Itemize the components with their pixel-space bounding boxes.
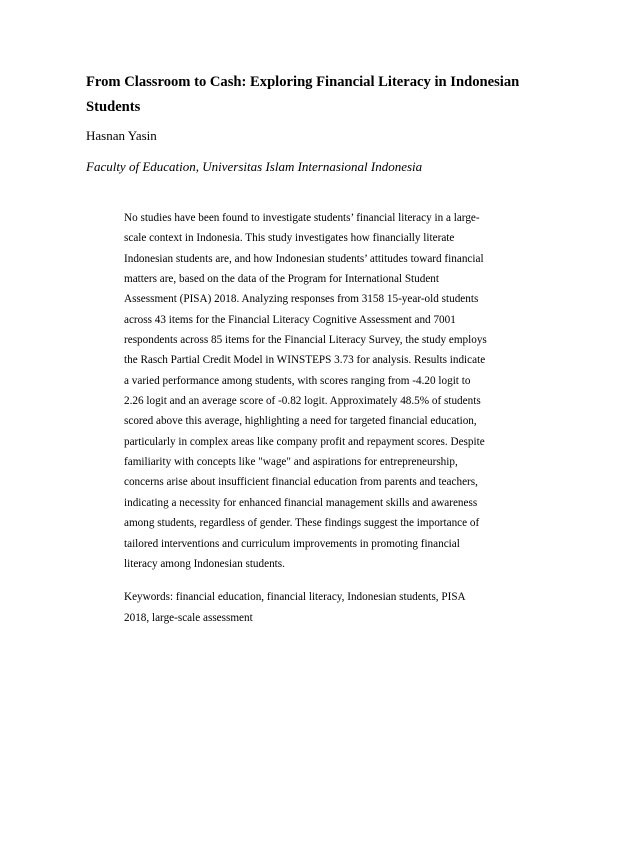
author-name: Hasnan Yasin <box>86 128 157 143</box>
abstract-line: across 43 items for the Financial Literacy Cognitive Assessment and 7001 <box>124 313 456 326</box>
author-affiliation: Faculty of Education, Universitas Islam Internasional Indonesia <box>86 159 423 174</box>
abstract-line: particularly in complex areas like company profit and repayment scores. Despite <box>124 435 485 448</box>
abstract <box>124 208 512 574</box>
paper-title <box>86 70 556 120</box>
keywords-line: Keywords: financial education, financial literacy, Indonesian students, PISA <box>124 591 466 603</box>
abstract-line: No studies have been found to investigate students’ financial literacy in a large- <box>124 212 480 224</box>
keywords <box>124 587 512 628</box>
abstract-line: respondents across 85 items for the Financial Literacy Survey, the study employs <box>124 334 487 347</box>
keywords-line: 2018, large-scale assessment <box>124 611 253 624</box>
title-line: From Classroom to Cash: Exploring Financial Literacy in Indonesian <box>86 74 520 90</box>
abstract-line: Indonesian students are, and how Indonesian students’ attitudes toward financial <box>124 252 484 265</box>
abstract-line: a varied performance among students, with scores ranging from -4.20 logit to <box>124 374 471 387</box>
abstract-line: 2.26 logit and an average score of -0.82 logit. Approximately 48.5% of students <box>124 395 481 408</box>
abstract-line: concerns arise about insufficient financial education from parents and teachers, <box>124 476 478 489</box>
abstract-line: the Rasch Partial Credit Model in WINSTEPS 3.73 for analysis. Results indicate <box>124 354 486 367</box>
abstract-line: familiarity with concepts like "wage" and aspirations for entrepreneurship, <box>124 456 458 469</box>
abstract-line: scored above this average, highlighting a need for targeted financial education, <box>124 415 477 428</box>
abstract-line: matters are, based on the data of the Program for International Student <box>124 273 440 286</box>
abstract-line: tailored interventions and curriculum improvements in promoting financial <box>124 537 460 550</box>
abstract-line: scale context in Indonesia. This study investigates how financially literate <box>124 232 455 245</box>
title-line: Students <box>86 99 141 115</box>
abstract-line: literacy among Indonesian students. <box>124 557 285 570</box>
abstract-line: among students, regardless of gender. These findings suggest the importance of <box>124 517 480 530</box>
abstract-line: indicating a necessity for enhanced financial management skills and awareness <box>124 496 478 509</box>
abstract-line: Assessment (PISA) 2018. Analyzing responses from 3158 15-year-old students <box>124 293 479 306</box>
